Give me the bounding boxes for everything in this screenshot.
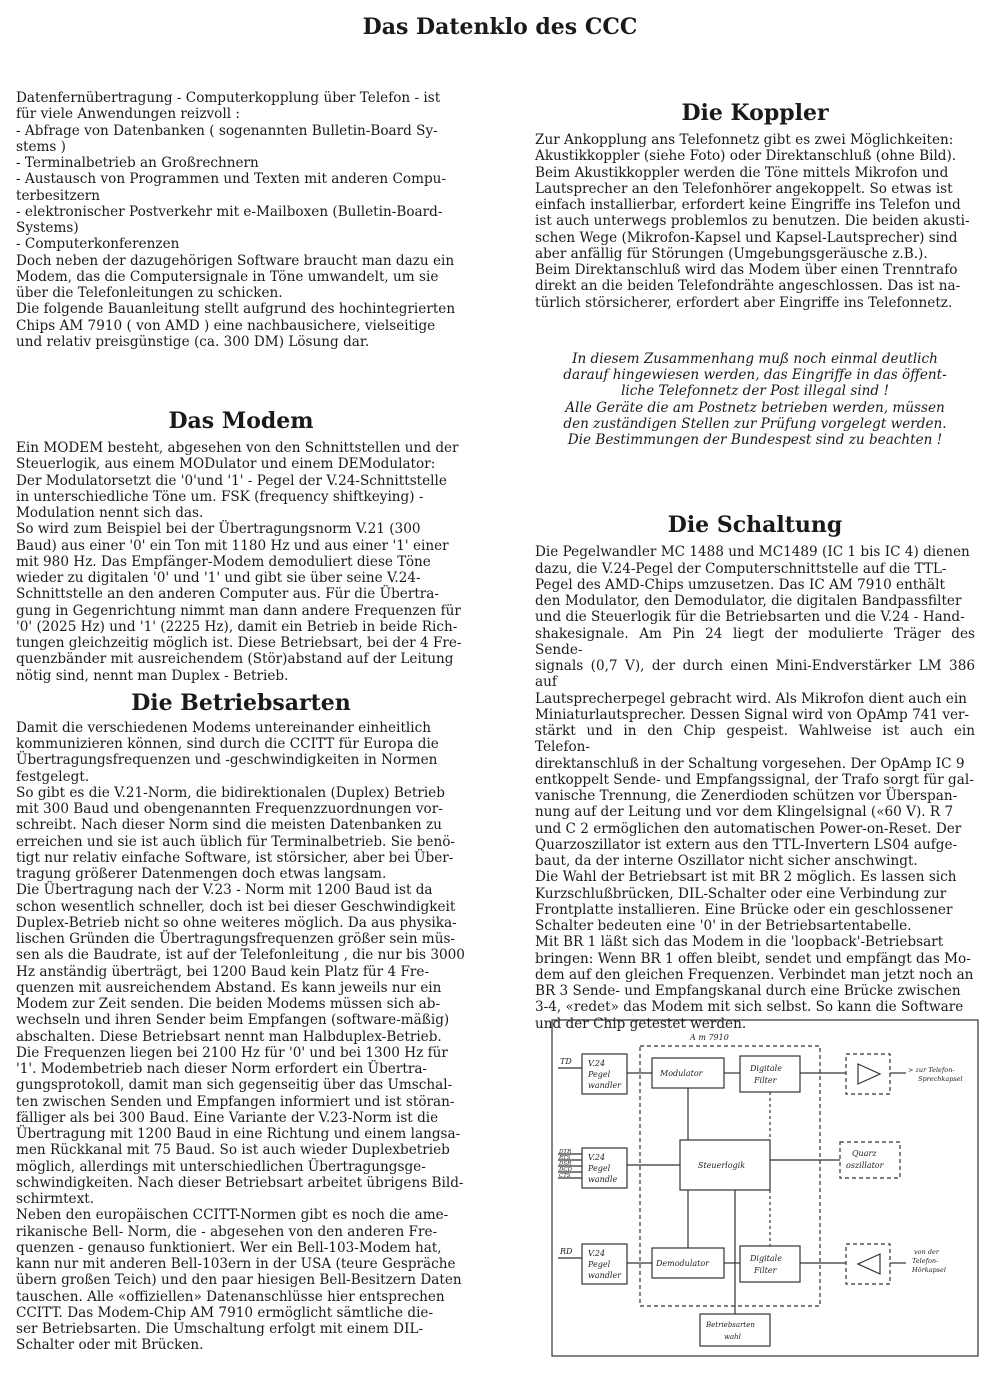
schaltung-paragraph: Die Pegelwandler MC 1488 und MC1489 (IC 1 bis IC 4) dienen dazu, die V.24-Pegel der Computerschnittstelle auf die TTL- Pegel des AMD-Chips umzusetzen. Das IC AM 7910 enthält den Modulator, den Demodulator, die digitalen Bandpassfilter und die Steuerlogik für die Betriebsarten und die V.24 - Hand- shakesignale. Am Pin 24 liegt der modulierte Träger des Sende- signals (0,7 V), der durch einen Mini-Endverstärker LM 386 auf Lautsprecherpegel gebracht wird. Als Mikrofon dient auch ein Miniaturlautsprecher. Dessen Signal wird von OpAmp 741 ver- stärkt und in den Chip gespeist. Wahlweise ist auch ein Telefon- direktanschluß in der Schaltung vorgesehen. Der OpAmp IC 9 entkoppelt Sende- und Empfangssignal, der Trafo sorgt für gal- vanische Trennung, die Zenerdioden schützen vor Überspan- nung auf der Leitung und vor dem Klingelsignal («60 V). R 7 und C 2 ermöglichen den automatischen Power-on-Reset. Der Quarzoszillator ist extern aus den TTL-Invertern LS04 aufge- baut, da der interne Oszillator nicht sicher anschwingt. Die Wahl der Betriebsart ist mit BR 2 möglich. Es lassen sich Kurzschlußbrücken, DIL-Schalter oder eine Verbindung zur Frontplatte installieren. Eine Brücke oder ein geschlossener Schalter bedeuten eine '0' in der Betriebsartentabelle. Mit BR 1 läßt sich das Modem in die 'loopback'-Betriebsart bringen: Wenn BR 1 offen bleibt, sendet und empfängt das Mo- dem auf den gleichen Frequenzen. Verbindet man jetzt noch an BR 3 Sende- und Empfangskanal durch eine Brücke zwischen 3-4, «redet» das Modem mit sich selbst. So kann die Software und der Chip getestet werden. [535,544,975,1032]
out-top-l2: Sprechkapsel [918,1075,963,1083]
block-diagram [550,1018,980,1358]
pegel-mid-l1: V.24 [588,1153,606,1162]
pegel-top-l1: V.24 [588,1059,606,1068]
quarz-l2: oszillator [846,1161,884,1170]
td-label: TD [560,1057,572,1066]
pegel-bot-l2: Pegel [588,1260,611,1269]
filter-bot-l2: Filter [754,1266,777,1275]
amp-top-triangle [858,1064,880,1084]
out-bot-l3: Hörkapsel [912,1266,946,1274]
input-rts: RTS [559,1155,571,1161]
amp-bot-triangle [858,1254,880,1274]
legal-notice: In diesem Zusammenhang muß noch einmal deutlich darauf hingewiesen werden, das Eingriffe in das öffent- liche Telefonnetz der Post illegal sind ! Alle Geräte die am Postnetz betrieben werden, müssen den zuständigen Stellen zur Prüfung vorgelegt werden. Die Bestimmungen der Bundespest sind zu beachten ! [563,350,947,448]
quarz-box [840,1142,900,1178]
betriebsarten-paragraph: Damit die verschiedenen Modems untereinander einheitlich kommunizieren können, sind durch die CCITT für Europa die Übertragungsfrequenzen und -geschwindigkeiten in Normen festgelegt. So gibt es die V.21-Norm, die bidirektionalen (Duplex) Betrieb mit 300 Baud und obengenannten Frequenzzuordnungen vor- schreibt. Nach dieser Norm sind die meisten Datenbanken zu erreichen und sie ist auch üblich für Terminalbetrieb. Sie benö- tigt nur relativ einfache Software, ist störsicher, aber bei Über- tragung größerer Datenmengen doch etwas langsam. Die Übertragung nach der V.23 - Norm mit 1200 Baud ist da schon wesentlich schneller, doch ist bei dieser Geschwindigkeit Duplex-Betrieb nicht so ohne weiteres möglich. Da aus physika- lischen Gründen die Übertragungsfrequenzen größer sein müs- sen als die Baudrate, ist auf der Telefonleitung , die nur bis 3000 Hz anständig überträgt, bei 1200 Baud kein Platz für 4 Fre- quenzen mit ausreichendem Abstand. Es kann jeweils nur ein Modem zur Zeit senden. Die beiden Modems müssen sich ab- wechseln und ihren Sender beim Empfangen (software-mäßig) abschalten. Diese Betriebsart nennt man Halbduplex-Betrieb. Die Frequenzen liegen bei 2100 Hz für '0' und bei 1300 Hz für '1'. Modembetrieb nach dieser Norm erfordert ein Übertra- gungsprotokoll, damit man sich gegenseitig über das Umschal- ten zwischen Senden und Empfangen informiert und ist störan- fälliger als bei 300 Baud. Eine Variante der V.23-Norm ist die Übertragung mit 1200 Baud in eine Richtung und einem langsa- men Rückkanal mit 75 Baud. So ist auch wieder Duplexbetrieb möglich, allerdings mit unterschiedlichen Übertragungsge- schwindigkeiten. Nach dieser Betriebsart arbeitet übrigens Bild- schirmtext. Neben den europäischen CCITT-Normen gibt es noch die ame- rikanische Bell- Norm, die - abgesehen von den anderen Fre- quenzen - genauso funktioniert. Wer ein Bell-103-Modem hat, kann nur mit anderen Bell-103ern in der USA (teure Gespräche übern großen Teich) und den paar hiesigen Bell-Besitzern Daten tauschen. Alle «offiziellen» Datenanschlüsse hier entsprechen CCITT. Das Modem-Chip AM 7910 ermöglicht sämtliche die- ser Betriebsarten. Die Umschaltung erfolgt mit einem DIL- Schalter oder mit Brücken. [16,719,465,1354]
koppler-paragraph: Zur Ankopplung ans Telefonnetz gibt es zwei Möglichkeiten: Akustikkoppler (siehe Foto) oder Direktanschluß (ohne Bild). Beim Akustikkoppler werden die Töne mittels Mikrofon und Lautsprecher an den Telefonhörer angekoppelt. So etwas ist einfach installierbar, erfordert keine Eingriffe ins Telefon und ist auch unterwegs problemlos zu benutzen. Die beiden akusti- schen Wege (Mikrofon-Kapsel und Kapsel-Lautsprecher) sind aber anfällig für Störungen (Umgebungsgeräusche z.B.). Beim Direktanschluß wird das Modem über einen Trenntrafo direkt an die beiden Telefondrähte angeschlossen. Das ist na- türlich störsicherer, erfordert aber Eingriffe ins Telefonnetz. [535,132,970,311]
amp-top-box [846,1054,890,1094]
betriebsarten-l1: Betriebsarten [706,1321,755,1329]
pegel-bot-l1: V.24 [588,1249,606,1258]
rd-label: RD [560,1247,573,1256]
input-cts: CTS [559,1173,571,1179]
amp-bot-box [846,1244,890,1284]
modem-paragraph: Ein MODEM besteht, abgesehen von den Schnittstellen und der Steuerlogik, aus einem MODulator und einem DEModulator: Der Modulatorsetzt die '0'und '1' - Pegel der V.24-Schnittstelle in unterschiedliche Töne um. FSK (frequency shiftkeying) - Modulation nennt sich das. So wird zum Beispiel bei der Übertragungsnorm V.21 (300 Baud) aus einer '0' ein Ton mit 1180 Hz und aus einer '1' einer mit 980 Hz. Das Empfänger-Modem demoduliert diese Töne wieder zu digitalen '0' und '1' und gibt sie über seine V.24- Schnittstelle an den anderen Computer aus. Für die Übertra- gung in Gegenrichtung nimmt man dann andere Frequenzen für '0' (2025 Hz) und '1' (2225 Hz), damit ein Betrieb in beide Rich- tungen gleichzeitig möglich ist. Diese Betriebsart, bei der 4 Fre- quenzbänder mit ausreichendem (Stör)abstand auf der Leitung nötig sind, nennt man Duplex - Betrieb. [16,440,462,684]
demodulator-label: Demodulator [656,1259,710,1268]
chip-label: A m 7910 [690,1033,729,1042]
schaltung-heading: Die Schaltung [667,512,843,539]
input-dtr: DTR [559,1149,572,1155]
modulator-label: Modulator [660,1069,703,1078]
pegel-mid-l2: Pegel [588,1164,611,1173]
modem-heading: Das Modem [168,408,314,434]
right-column [535,100,975,1032]
input-dsr: DSR [559,1161,572,1167]
betriebsarten-box [700,1314,770,1346]
input-dcd: DCD [559,1167,573,1173]
pegel-top-l2: Pegel [588,1070,611,1079]
out-bot-l2: Telefon- [912,1257,939,1265]
filter-top-l1: Digitale [750,1064,782,1073]
intro-paragraph: Datenfernübertragung - Computerkopplung über Telefon - ist für viele Anwendungen reizvoll : - Abfrage von Datenbanken ( sogenannten Bulletin-Board Sy- stems ) - Terminalbetrieb an Großrechnern - Austausch von Programmen und Texten mit anderen Compu- terbesitzern - elektronischer Postverkehr mit e-Mailboxen (Bulletin-Board- Systems) - Computerkonferenzen Doch neben der dazugehörigen Software braucht man dazu ein Modem, das die Computersignale in Töne umwandelt, um sie über die Telefonleitungen zu schicken. Die folgende Bauanleitung stellt aufgrund des hochintegrierten Chips AM 7910 ( von AMD ) eine nachbausichere, vielseitige und relativ preisgünstige (ca. 300 DM) Lösung dar. [16,90,456,350]
betriebsarten-l2: wahl [724,1333,741,1341]
out-top-l1: > zur Telefon- [908,1066,955,1074]
pegel-bot-l3: wandler [588,1271,622,1280]
filter-top-l2: Filter [754,1076,777,1085]
filter-top-box [740,1056,800,1092]
steuerlogik-label: Steuerlogik [698,1161,746,1170]
page-title: Das Datenklo des CCC [362,14,638,40]
left-column [16,90,466,1354]
koppler-heading: Die Koppler [681,100,829,126]
filter-bot-l1: Digitale [750,1254,782,1263]
filter-bot-box [740,1246,800,1282]
pegel-top-l3: wandler [588,1081,622,1090]
pegel-mid-l3: wandle [588,1175,618,1184]
quarz-l1: Quarz [852,1149,877,1158]
betriebsarten-heading: Die Betriebsarten [131,689,351,716]
out-bot-l1: von der [914,1248,939,1256]
